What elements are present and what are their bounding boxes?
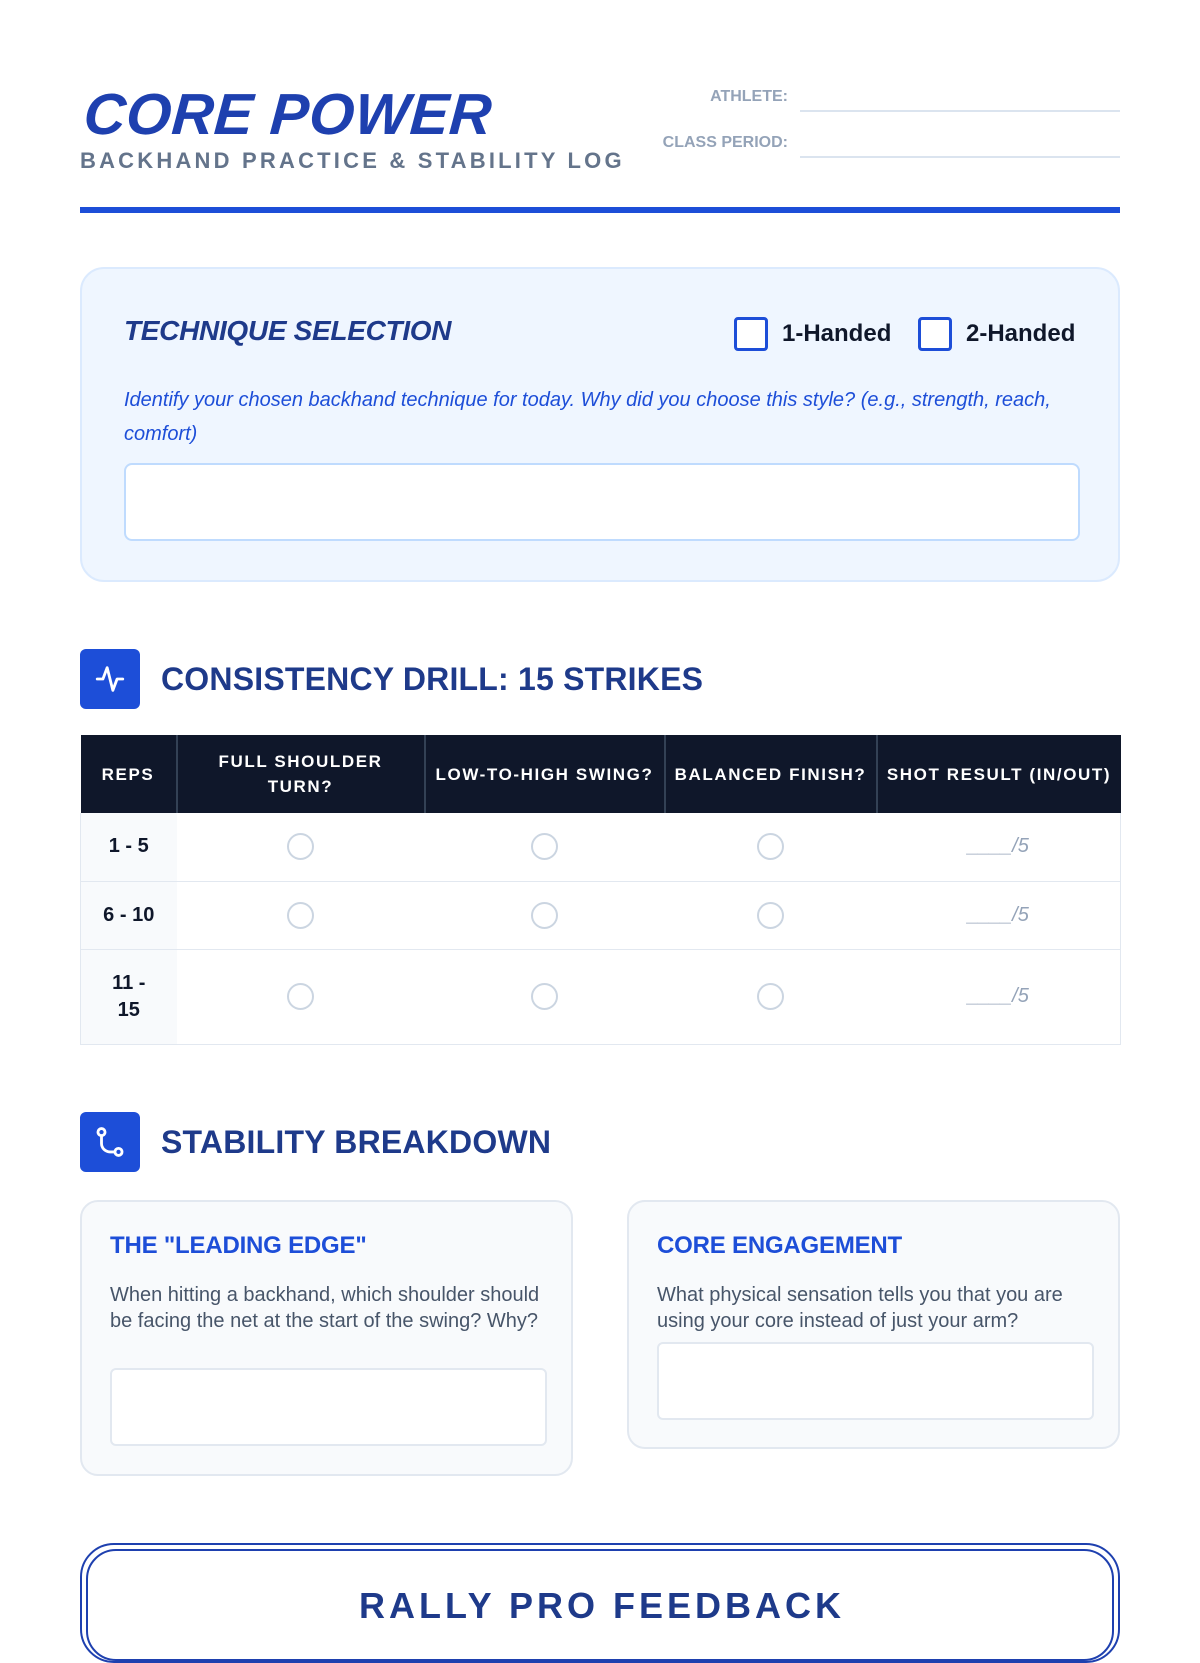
reps-cell: 6 - 10	[81, 881, 177, 949]
one-handed-checkbox[interactable]	[734, 317, 768, 351]
result-cell[interactable]	[877, 813, 1121, 881]
page-subtitle: BACKHAND PRACTICE & STABILITY LOG	[80, 148, 625, 173]
shoulder-turn-cell	[177, 813, 425, 881]
result-blank: ____/5	[967, 835, 1029, 858]
leading-edge-title: THE "LEADING EDGE"	[110, 1232, 367, 1259]
balanced-radio[interactable]	[757, 833, 784, 860]
result-cell[interactable]	[877, 949, 1121, 1044]
two-handed-checkbox[interactable]	[918, 317, 952, 351]
low-high-radio[interactable]	[531, 902, 558, 929]
two-handed-label: 2-Handed	[966, 320, 1076, 347]
result-blank: ____/5	[967, 903, 1029, 926]
table-row	[81, 813, 1121, 881]
reps-cell	[81, 949, 177, 1044]
leading-edge-answer-box[interactable]	[110, 1368, 547, 1446]
shoulder-turn-cell	[177, 881, 425, 949]
low-high-cell	[425, 881, 665, 949]
stability-section-header	[80, 1112, 1120, 1172]
leading-edge-card	[80, 1200, 573, 1476]
shoulder-turn-radio[interactable]	[287, 833, 314, 860]
stability-title: STABILITY BREAKDOWN	[161, 1124, 552, 1160]
technique-prompt: Identify your chosen backhand technique for today. Why did you choose this style? (e.g., strength, reach, comfort)	[124, 389, 1051, 445]
table-row	[81, 881, 1121, 949]
one-handed-label: 1-Handed	[782, 320, 892, 347]
drill-title: CONSISTENCY DRILL: 15 STRIKES	[161, 661, 704, 697]
column-header: BALANCED FINISH?	[665, 735, 877, 813]
result-cell[interactable]	[877, 881, 1121, 949]
route-icon	[80, 1112, 140, 1172]
low-high-cell	[425, 813, 665, 881]
table-header-row	[81, 735, 1121, 813]
drill-table	[80, 735, 1121, 1045]
low-high-cell	[425, 949, 665, 1044]
athlete-field[interactable]	[660, 84, 1120, 114]
column-header: SHOT RESULT (IN/OUT)	[877, 735, 1121, 813]
class-period-field[interactable]	[660, 130, 1120, 160]
balanced-cell	[665, 949, 877, 1044]
header	[80, 84, 1120, 214]
shoulder-turn-radio[interactable]	[287, 902, 314, 929]
class-period-label: CLASS PERIOD:	[662, 134, 788, 151]
low-high-radio[interactable]	[531, 983, 558, 1010]
pulse-icon	[80, 649, 140, 709]
balanced-cell	[665, 881, 877, 949]
page-title: CORE POWER	[81, 82, 495, 147]
technique-answer-box[interactable]	[124, 463, 1080, 541]
reps-cell-text: 11 - 15	[112, 971, 146, 1021]
shoulder-turn-radio[interactable]	[287, 983, 314, 1010]
core-engagement-answer-box[interactable]	[657, 1342, 1094, 1420]
leading-edge-prompt: When hitting a backhand, which shoulder should be facing the net at the start of the swing? Why?	[110, 1284, 540, 1332]
class-period-line[interactable]	[800, 156, 1120, 158]
core-engagement-title: CORE ENGAGEMENT	[657, 1232, 903, 1259]
core-engagement-card	[627, 1200, 1120, 1449]
shoulder-turn-cell	[177, 949, 425, 1044]
feedback-frame	[80, 1543, 1120, 1663]
column-header: LOW-TO-HIGH SWING?	[425, 735, 665, 813]
reps-cell: 1 - 5	[81, 813, 177, 881]
one-handed-option[interactable]	[734, 317, 891, 351]
result-blank: ____/5	[967, 985, 1029, 1007]
athlete-label: ATHLETE:	[710, 88, 788, 105]
balanced-radio[interactable]	[757, 983, 784, 1010]
core-engagement-prompt: What physical sensation tells you that you are using your core instead of just your arm?	[657, 1284, 1063, 1332]
two-handed-option[interactable]	[918, 317, 1075, 351]
header-divider	[80, 207, 1120, 213]
drill-section-header	[80, 649, 1120, 709]
worksheet-page	[80, 0, 1120, 1626]
balanced-cell	[665, 813, 877, 881]
column-header: REPS	[81, 735, 177, 813]
low-high-radio[interactable]	[531, 833, 558, 860]
balanced-radio[interactable]	[757, 902, 784, 929]
technique-title: TECHNIQUE SELECTION	[124, 315, 452, 346]
athlete-line[interactable]	[800, 110, 1120, 112]
table-row	[81, 949, 1121, 1044]
column-header: FULL SHOULDER TURN?	[177, 735, 425, 813]
feedback-title: RALLY PRO FEEDBACK	[358, 1585, 846, 1626]
technique-card	[80, 267, 1120, 582]
